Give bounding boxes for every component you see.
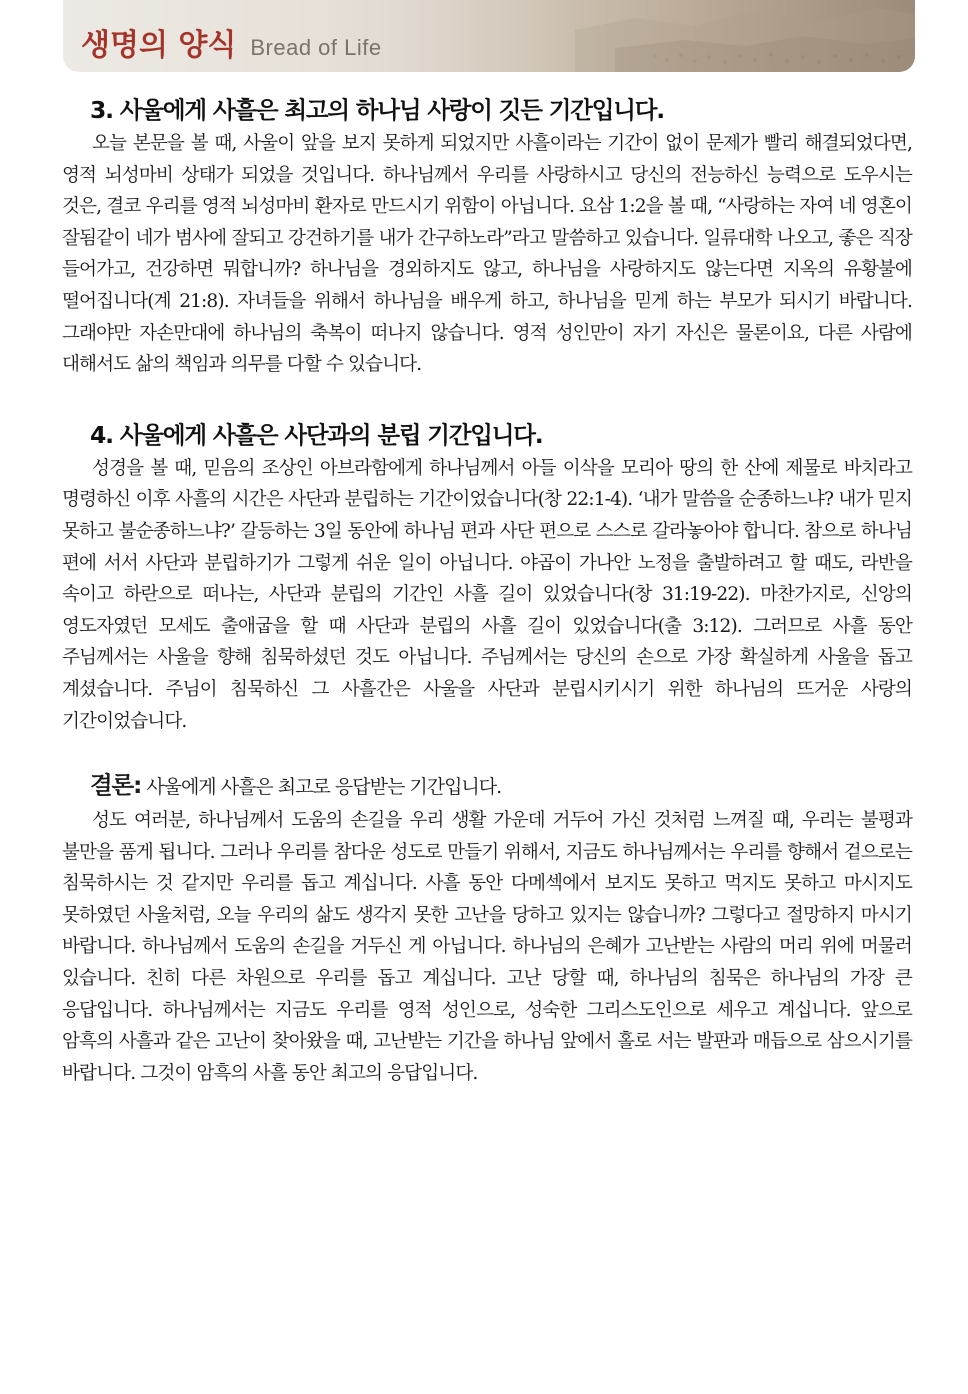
page-header-banner: [63, 0, 915, 72]
conclusion-heading: [90, 767, 912, 805]
page-header-title: [81, 20, 382, 64]
header-title-english: Bread of Life: [250, 35, 382, 60]
section-3-body: 오늘 본문을 볼 때, 사울이 앞을 보지 못하게 되었지만 사흘이라는 기간이 없이 문제가 빨리 해결되었다면, 영적 뇌성마비 상태가 되었을 것입니다. 하나님께서 우리를 사랑하시고 당신의 전능하신 능력으로 도우시는 것은, 결코 우리를 영적 뇌성마비 환자로 만드시기 위함이 아닙니다. 요삼 1:2을 볼 때, “사랑하는 자여 네 영혼이 잘됨같이 네가 범사에 잘되고 강건하기를 내가 간구하노라”라고 말씀하고 있습니다. 일류대학 나오고, 좋은 직장 들어가고, 건강하면 뭐합니까? 하나님을 경외하지도 않고, 하나님을 사랑하지도 않는다면 지옥의 유황불에 떨어집니다(계 21:8). 자녀들을 위해서 하나님을 배우게 하고, 하나님을 믿게 하는 부모가 되시기 바랍니다. 그래야만 자손만대에 하나님의 축복이 떠나지 않습니다. 영적 성인만이 자기 자신은 물론이요, 다른 사람에 대해서도 삶의 책임과 의무를 다할 수 있습니다.: [62, 133, 912, 376]
header-title-korean: 생명의 양식: [81, 28, 237, 63]
conclusion-label: 결론:: [90, 771, 142, 800]
sermon-content: [62, 92, 912, 1089]
section-4-heading: 4. 사울에게 사흘은 사단과의 분립 기간입니다.: [90, 420, 543, 449]
section-4-body: 성경을 볼 때, 믿음의 조상인 아브라함에게 하나님께서 아들 이삭을 모리아 땅의 한 산에 제물로 바치라고 명령하신 이후 사흘의 시간은 사단과 분립하는 기간이었습니다(창 22:1-4). ‘내가 말씀을 순종하느냐? 내가 믿지 못하고 불순종하느냐?’ 갈등하는 3일 동안에 하나님 편과 사단 편으로 스스로 갈라놓아야 합니다. 참으로 하나님 편에 서서 사단과 분립하기가 그렇게 쉬운 일이 아닙니다. 야곱이 가나안 노정을 출발하려고 할 때도, 라반을 속이고 하란으로 떠나는, 사단과 분립의 기간인 사흘 길이 있었습니다(창 31:19-22). 마찬가지로, 신앙의 영도자였던 모세도 출애굽을 할 때 사단과 분립의 사흘 길이 있었습니다(출 3:12). 그러므로 사흘 동안 주님께서는 사울을 향해 침묵하셨던 것도 아닙니다. 주님께서는 당신의 손으로 가장 확실하게 사울을 돕고 계셨습니다. 주님이 침묵하신 그 사흘간은 사울을 사단과 분립시키시기 위한 하나님의 뜨거운 사랑의 기간이었습니다.: [62, 457, 912, 732]
section-spacer: [62, 737, 912, 767]
crowd-photo-decoration: [395, 0, 915, 72]
conclusion-summary: 사울에게 사흘은 최고로 응답받는 기간입니다.: [141, 776, 502, 799]
section-3-heading: 3. 사울에게 사흘은 최고의 하나님 사랑이 깃든 기간입니다.: [90, 96, 664, 124]
section-spacer: [62, 381, 912, 417]
conclusion-body: 성도 여러분, 하나님께서 도움의 손길을 우리 생활 가운데 거두어 가신 것처럼 느껴질 때, 우리는 불평과 불만을 품게 됩니다. 그러나 우리를 참다운 성도로 만들기 위해서, 지금도 하나님께서는 우리를 향해서 겉으로는 침묵하시는 것 같지만 우리를 돕고 계십니다. 사흘 동안 다메섹에서 보지도 못하고 먹지도 못하고 마시지도 못하였던 사울처럼, 오늘 우리의 삶도 생각지 못한 고난을 당하고 있지는 않습니까? 그렇다고 절망하지 마시기 바랍니다. 하나님께서 도움의 손길을 거두신 게 아닙니다. 하나님의 은혜가 고난받는 사람의 머리 위에 머물러 있습니다. 친히 다른 차원으로 우리를 돕고 계십니다. 고난 당할 때, 하나님의 침묵은 하나님의 가장 큰 응답입니다. 하나님께서는 지금도 우리를 영적 성인으로, 성숙한 그리스도인으로 세우고 계십니다. 앞으로 암흑의 사흘과 같은 고난이 찾아왔을 때, 고난받는 기간을 하나님 앞에서 홀로 서는 발판과 매듭으로 삼으시기를 바랍니다. 그것이 암흑의 사흘 동안 최고의 응답입니다.: [62, 810, 912, 1084]
